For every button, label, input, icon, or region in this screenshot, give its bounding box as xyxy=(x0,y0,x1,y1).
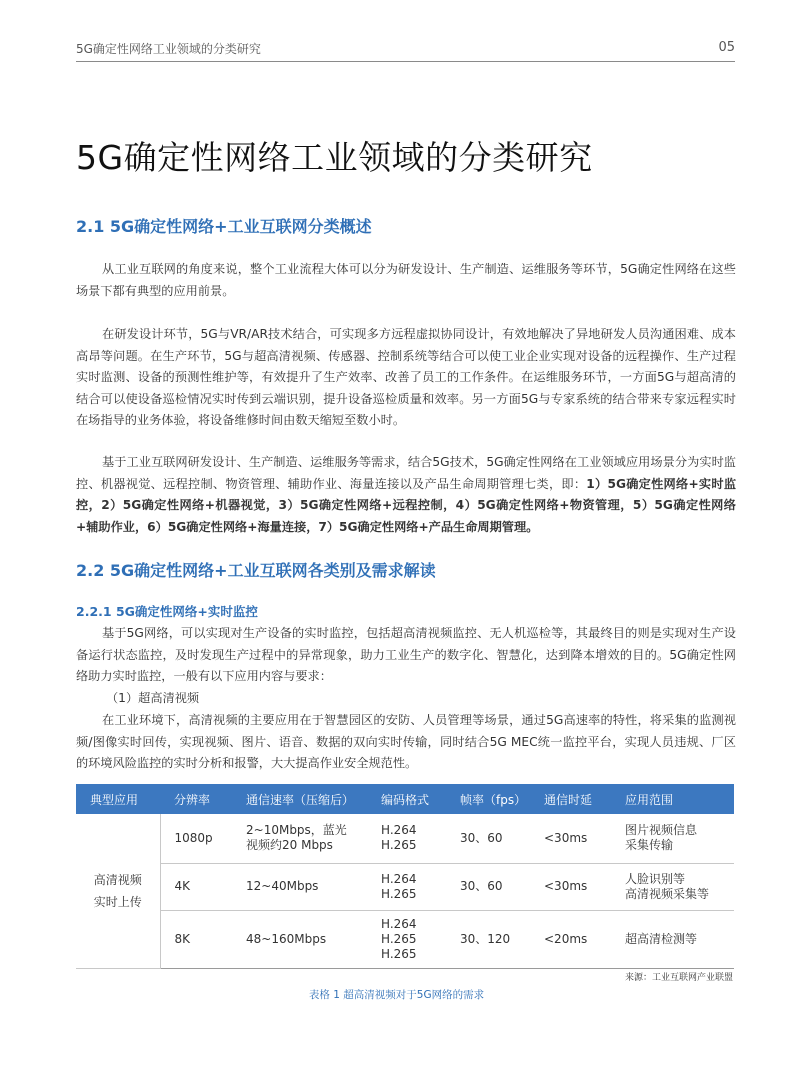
table-source: 来源：工业互联网产业联盟 xyxy=(624,973,733,983)
application-cell: 高清视频 实时上传 xyxy=(76,814,160,968)
latency-cell: <30ms xyxy=(530,814,611,863)
fps-cell: 30、60 xyxy=(446,863,530,910)
codec-cell: H.264 H.265 xyxy=(367,814,446,863)
header-cell: 帧率（fps） xyxy=(446,784,530,814)
table-row xyxy=(76,814,734,863)
table-header-row xyxy=(76,784,734,814)
scope-cell: 超高清检测等 xyxy=(611,910,734,968)
rate-cell: 2~10Mbps，蓝光 视频约20 Mbps xyxy=(232,814,367,863)
header-cell: 分辨率 xyxy=(160,784,232,814)
table-row xyxy=(76,910,734,968)
latency-cell: <20ms xyxy=(530,910,611,968)
subsection-heading-2-2-1: 2.2.1 5G确定性网络+实时监控 xyxy=(76,604,258,619)
resolution-cell: 4K xyxy=(160,863,232,910)
classification-list: 1）5G确定性网络+实时监控，2）5G确定性网络+机器视觉，3）5G确定性网络+远程控制，4）5G确定性网络+物资管理，5）5G确定性网络+辅助作业，6）5G确定性网络+海量连接，7）5G确定性网络+产品生命周期管理。 xyxy=(76,476,737,534)
fps-cell: 30、120 xyxy=(446,910,530,968)
codec-cell: H.264 H.265 xyxy=(367,863,446,910)
header-cell: 通信时延 xyxy=(530,784,611,814)
list-item-uhd-video: （1）超高清视频 xyxy=(106,691,200,705)
latency-cell: <30ms xyxy=(530,863,611,910)
paragraph-uhd-video: 在工业环境下，高清视频的主要应用在于智慧园区的安防、人员管理等场景，通过5G高速率的特性，将采集的监测视频/图像实时回传，实现视频、图片、语音、数据的双向实时传输，同时结合5G MEC统一监控平台，实现人员违规、厂区的环境风险监控的实时分析和报警，大大提高作业安全规范性。 xyxy=(76,713,736,770)
classification-intro: 基于工业互联网研发设计、生产制造、运维服务等需求，结合5G技术，5G确定性网络在工业领域应用场景分为实时监控、机器视觉、远程控制、物资管理、辅助作业、海量连接以及产品生命周期管理七类，即： xyxy=(76,455,736,491)
codec-cell: H.264 H.265 H.265 xyxy=(367,910,446,968)
scope-cell: 图片视频信息 采集传输 xyxy=(611,814,734,863)
header-cell: 应用范围 xyxy=(611,784,734,814)
paragraph-realtime-monitoring: 基于5G网络，可以实现对生产设备的实时监控，包括超高清视频监控、无人机巡检等，其最终目的则是实现对生产设备运行状态监控，及时发现生产过程中的异常现象，助力工业生产的数字化、智慧化，达到降本增效的目的。5G确定性网络助力实时监控，一般有以下应用内容与要求： xyxy=(76,626,736,683)
header-cell: 编码格式 xyxy=(367,784,446,814)
requirements-table xyxy=(76,784,734,969)
header-cell: 通信速率（压缩后） xyxy=(232,784,367,814)
header-cell: 典型应用 xyxy=(76,784,160,814)
running-title: 5G确定性网络工业领域的分类研究 xyxy=(76,42,261,56)
page-number: 05 xyxy=(718,40,735,55)
paragraph-overview: 从工业互联网的角度来说，整个工业流程大体可以分为研发设计、生产制造、运维服务等环节，5G确定性网络在这些场景下都有典型的应用前景。 xyxy=(76,262,736,298)
running-header xyxy=(76,40,735,62)
section-heading-2-1: 2.1 5G确定性网络+工业互联网分类概述 xyxy=(76,217,372,236)
fps-cell: 30、60 xyxy=(446,814,530,863)
rate-cell: 12~40Mbps xyxy=(232,863,367,910)
paragraph-classification xyxy=(76,452,736,538)
section-heading-2-2: 2.2 5G确定性网络+工业互联网各类别及需求解读 xyxy=(76,561,436,580)
table-row xyxy=(76,863,734,910)
resolution-cell: 1080p xyxy=(160,814,232,863)
page-title: 5G确定性网络工业领域的分类研究 xyxy=(76,138,593,177)
paragraph-stages: 在研发设计环节，5G与VR/AR技术结合，可实现多方远程虚拟协同设计，有效地解决了异地研发人员沟通困难、成本高昂等问题。在生产环节，5G与超高清视频、传感器、控制系统等结合可以使工业企业实现对设备的远程操作、生产过程实时监测、设备的预测性维护等，有效提升了生产效率、改善了员工的工作条件。在运维服务环节，一方面5G与超高清的结合可以使设备巡检情况实时传到云端识别，提升设备巡检质量和效率。另一方面5G与专家系统的结合带来专家远程实时在场指导的业务体验，将设备维修时间由数天缩短至数小时。 xyxy=(76,327,736,427)
resolution-cell: 8K xyxy=(160,910,232,968)
table-caption: 表格 1 超高清视频对于5G网络的需求 xyxy=(308,989,485,1001)
rate-cell: 48~160Mbps xyxy=(232,910,367,968)
scope-cell: 人脸识别等 高清视频采集等 xyxy=(611,863,734,910)
